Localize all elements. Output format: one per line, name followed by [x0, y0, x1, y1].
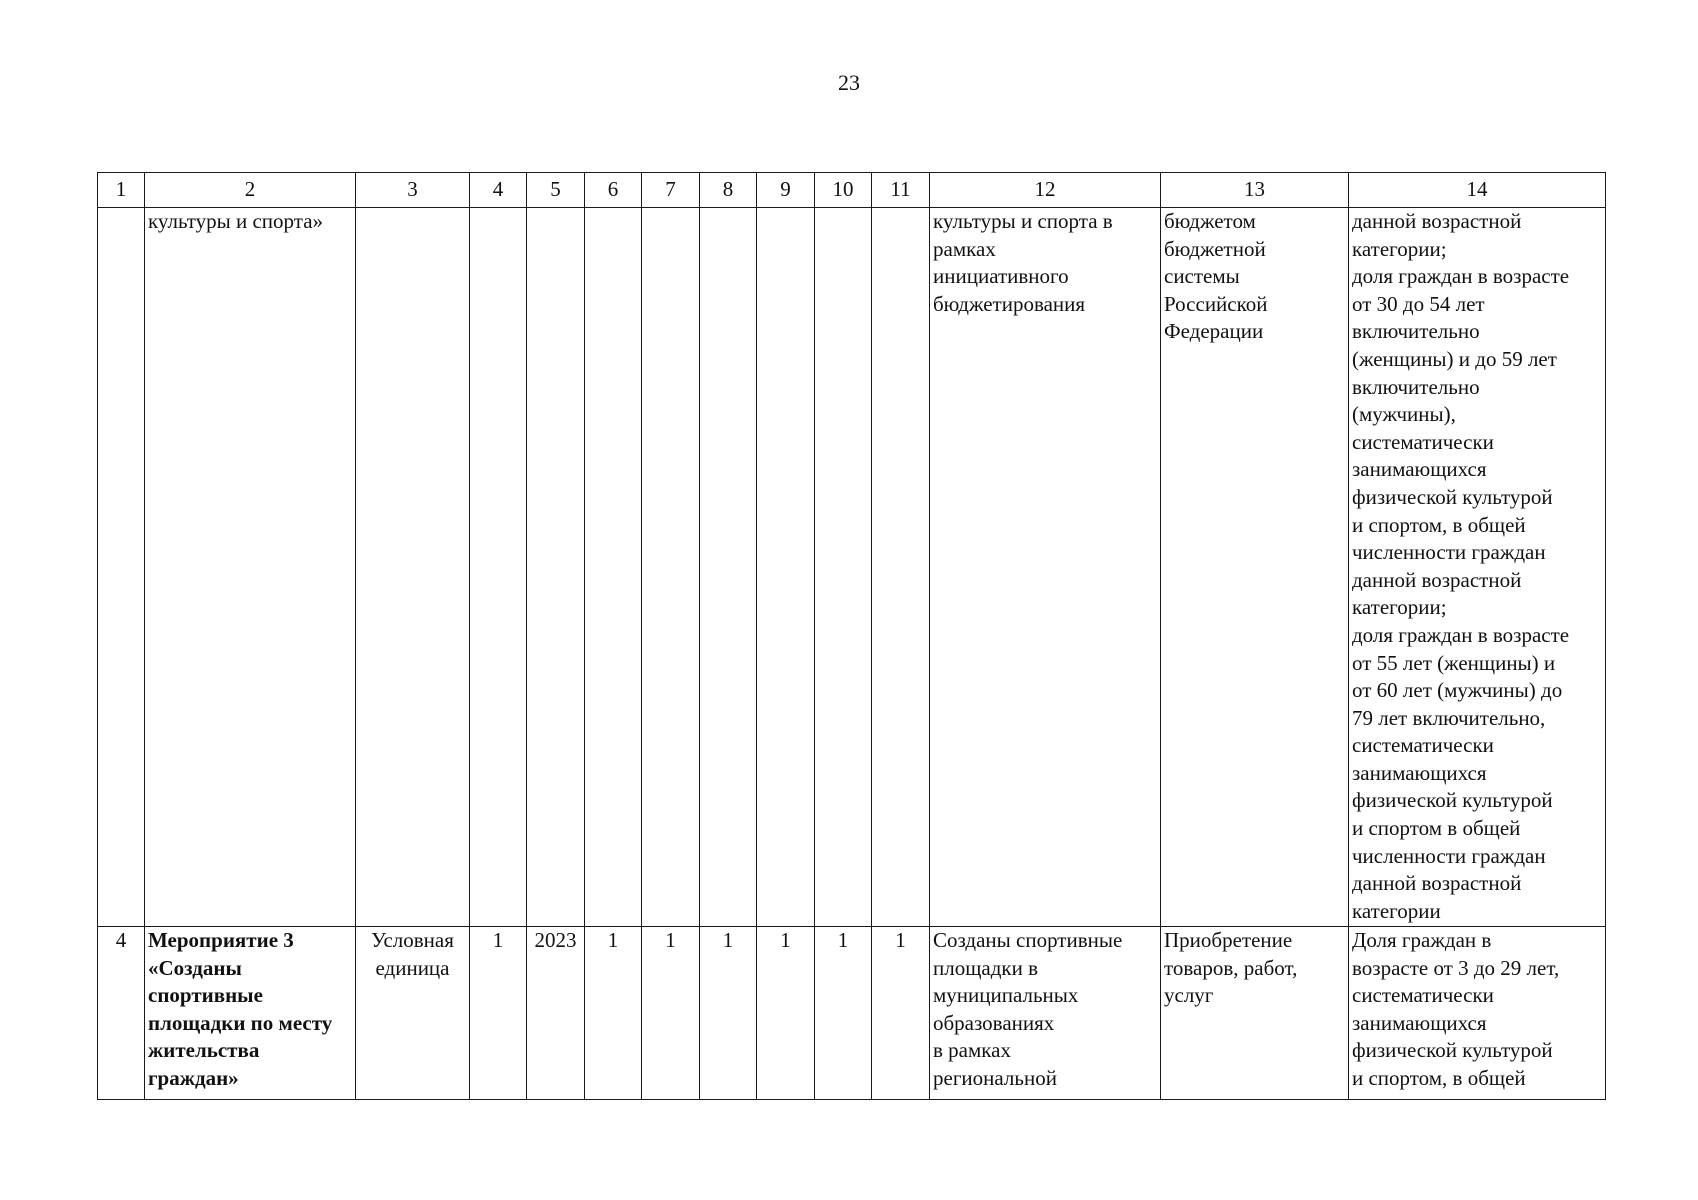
column-header-11: 11 [872, 173, 930, 208]
item-col4-value: 1 [470, 927, 527, 1100]
cont-cell-14: данной возрастной категории; доля граждан в возрасте от 30 до 54 лет включительно (женщины) и до 59 лет включительно (мужчины), систематически занимающихся физической культурой и спортом, в общей численности граждан данной возрастной категории; доля граждан в возрасте от 55 лет (женщины) и от 60 лет (мужчины) до 79 лет включительно, систематически занимающихся физической культурой и спортом в общей численности граждан данной возрастной категории [1349, 208, 1606, 927]
item-col6-value: 1 [585, 927, 642, 1100]
page-number: 23 [838, 70, 860, 95]
cont-cell-8 [700, 208, 757, 927]
cont-cell-7 [642, 208, 700, 927]
item-row-number: 4 [98, 927, 145, 1100]
cont-cell-3 [356, 208, 470, 927]
cont-cell-10 [815, 208, 872, 927]
cont-cell-2: культуры и спорта» [145, 208, 356, 927]
cont-cell-6 [585, 208, 642, 927]
column-header-3: 3 [356, 173, 470, 208]
column-header-5: 5 [527, 173, 585, 208]
column-header-10: 10 [815, 173, 872, 208]
column-number-header-row [98, 173, 1606, 208]
measures-table [97, 172, 1606, 1100]
item-col11-value: 1 [872, 927, 930, 1100]
column-header-4: 4 [470, 173, 527, 208]
column-header-1: 1 [98, 173, 145, 208]
cont-cell-9 [757, 208, 815, 927]
column-header-9: 9 [757, 173, 815, 208]
item-col9-value: 1 [757, 927, 815, 1100]
item-unit: Условная единица [356, 927, 470, 1100]
item-col8-value: 1 [700, 927, 757, 1100]
item-result-description: Созданы спортивные площадки в муниципальных образованиях в рамках региональной [930, 927, 1161, 1100]
column-header-13: 13 [1161, 173, 1349, 208]
cont-cell-4 [470, 208, 527, 927]
column-header-12: 12 [930, 173, 1161, 208]
column-header-2: 2 [145, 173, 356, 208]
column-header-6: 6 [585, 173, 642, 208]
table-row-item-4 [98, 927, 1606, 1100]
cont-cell-1 [98, 208, 145, 927]
cont-cell-13: бюджетом бюджетной системы Российской Федерации [1161, 208, 1349, 927]
column-header-8: 8 [700, 173, 757, 208]
cont-cell-11 [872, 208, 930, 927]
cont-cell-12: культуры и спорта в рамках инициативного бюджетирования [930, 208, 1161, 927]
column-header-7: 7 [642, 173, 700, 208]
item-measure-name: Мероприятие 3 «Созданы спортивные площадки по месту жительства граждан» [145, 927, 356, 1100]
item-col7-value: 1 [642, 927, 700, 1100]
cont-cell-5 [527, 208, 585, 927]
column-header-14: 14 [1349, 173, 1606, 208]
item-activity-type: Приобретение товаров, работ, услуг [1161, 927, 1349, 1100]
continuation-row [98, 208, 1606, 927]
item-col10-value: 1 [815, 927, 872, 1100]
item-year: 2023 [527, 927, 585, 1100]
item-indicator-description: Доля граждан в возрасте от 3 до 29 лет, систематически занимающихся физической культурой и спортом, в общей [1349, 927, 1606, 1100]
